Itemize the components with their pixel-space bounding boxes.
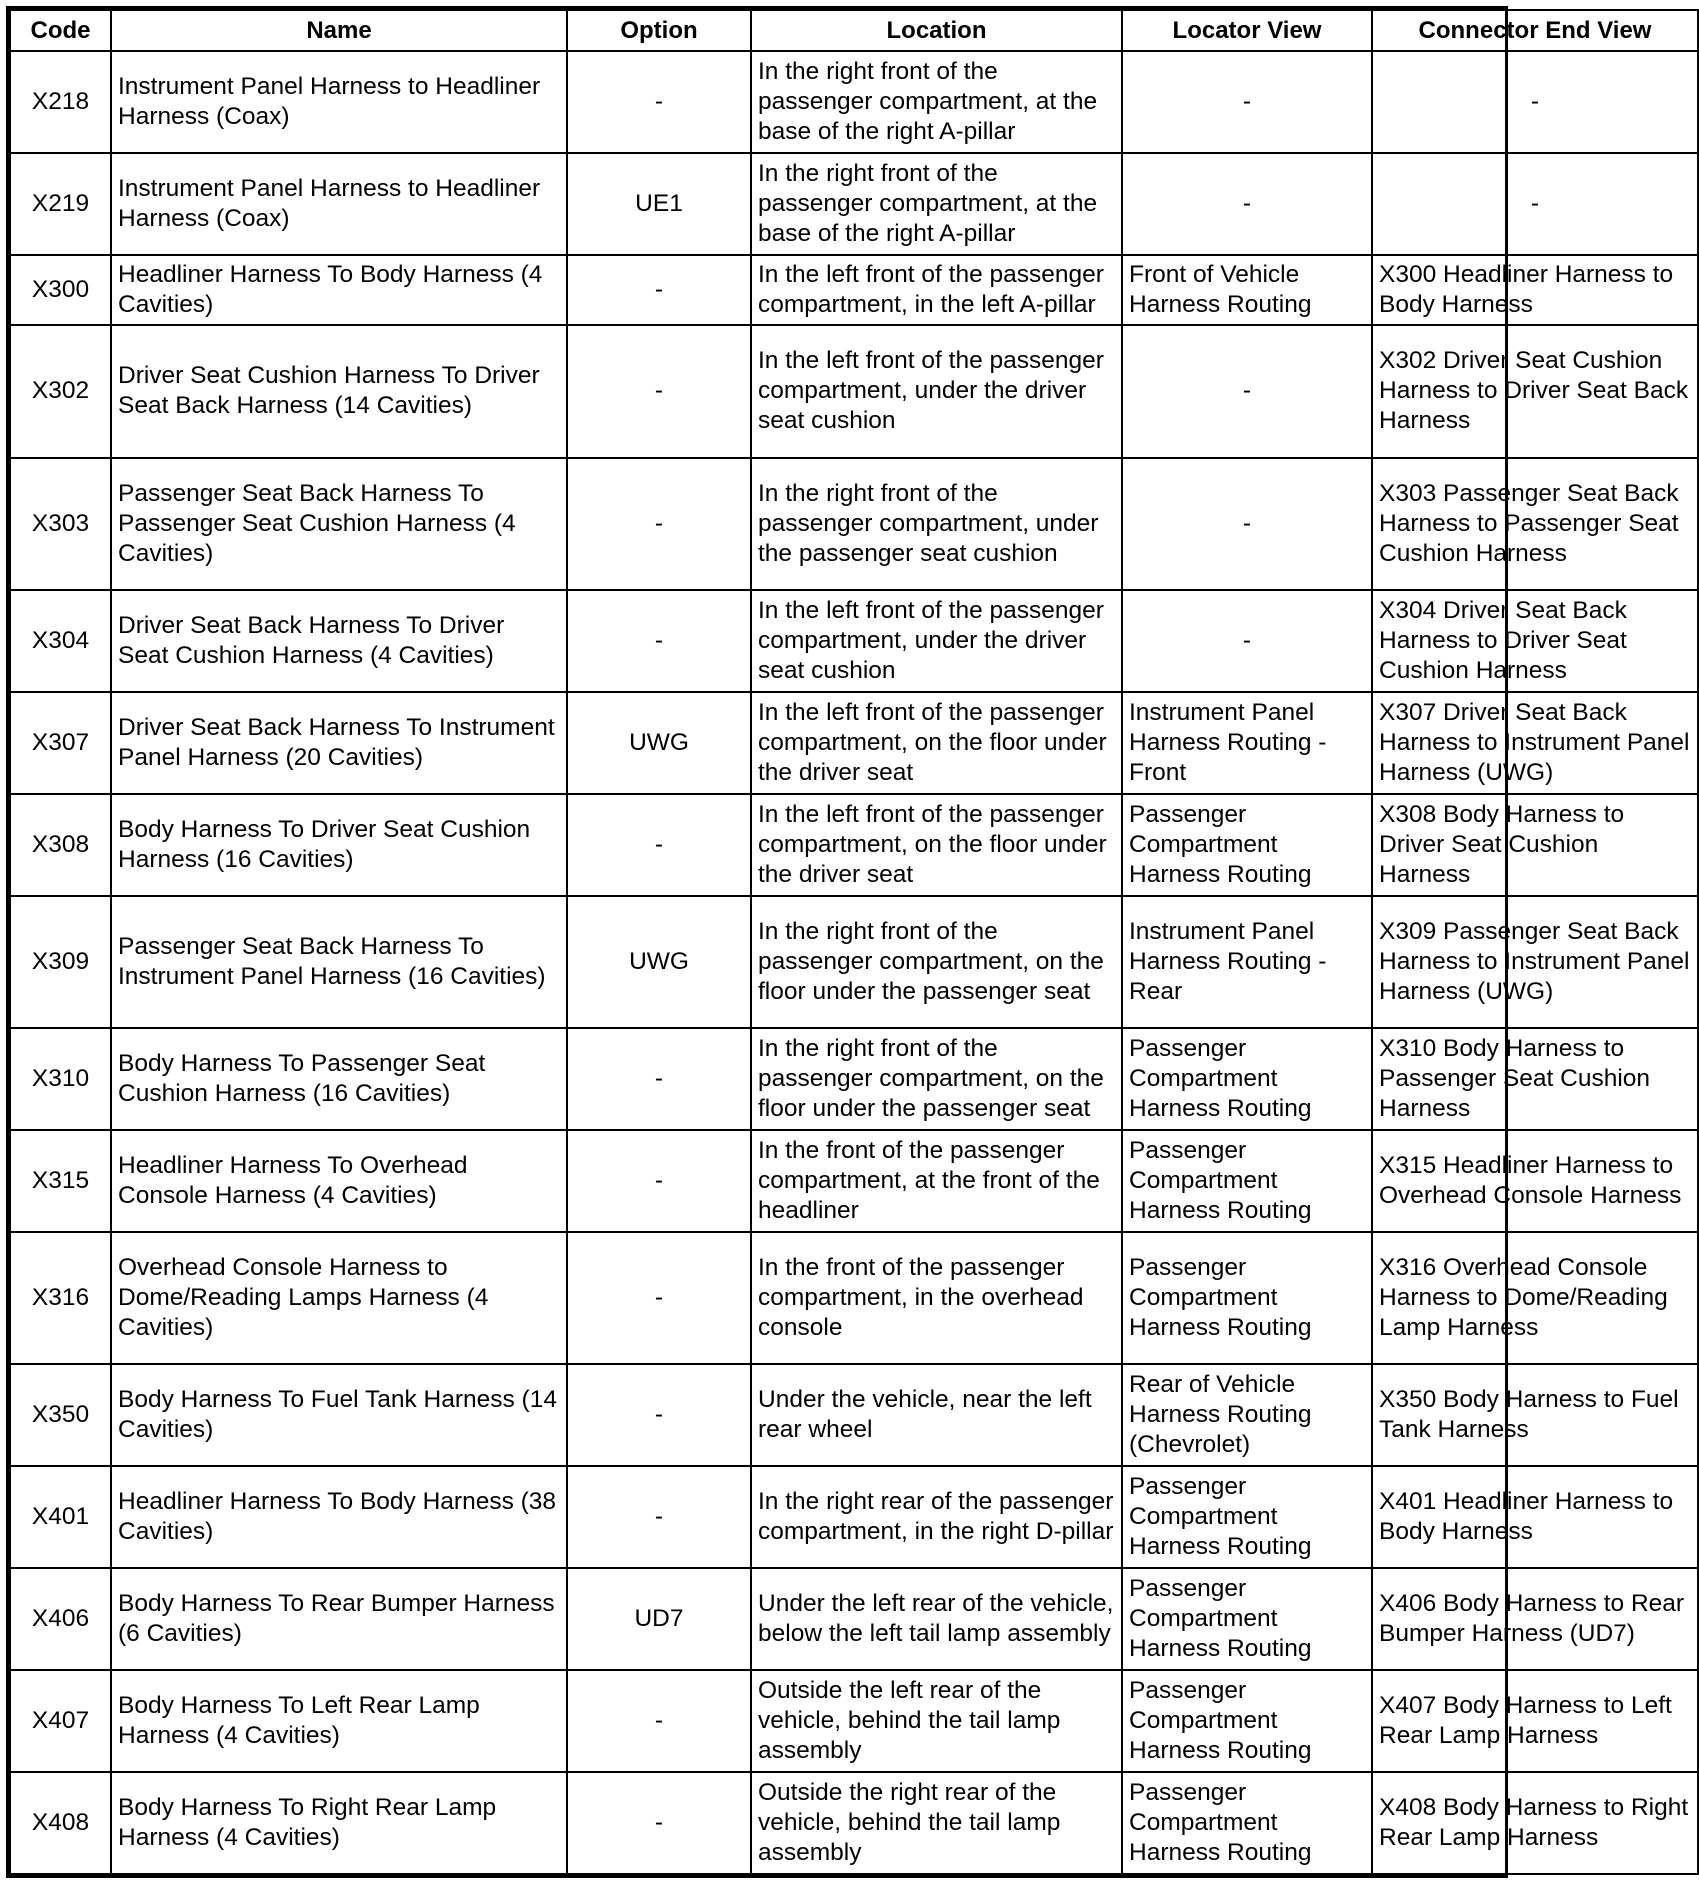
cell-connector-end-view: X401 Headliner Harness to Body Harness xyxy=(1372,1466,1698,1568)
cell-name: Passenger Seat Back Harness To Instrument Panel Harness (16 Cavities) xyxy=(111,896,567,1028)
cell-option: UE1 xyxy=(567,153,751,255)
cell-option: - xyxy=(567,1028,751,1130)
cell-locator-view: Passenger Compartment Harness Routing xyxy=(1122,1670,1372,1772)
cell-code: X407 xyxy=(10,1670,111,1772)
cell-location: In the right front of the passenger compartment, at the base of the right A-pillar xyxy=(751,51,1122,153)
cell-code: X406 xyxy=(10,1568,111,1670)
cell-location: In the left front of the passenger compartment, under the driver seat cushion xyxy=(751,325,1122,457)
cell-code: X308 xyxy=(10,794,111,896)
cell-locator-view: - xyxy=(1122,590,1372,692)
cell-connector-end-view: X304 Driver Seat Back Harness to Driver Seat Cushion Harness xyxy=(1372,590,1698,692)
cell-connector-end-view: X303 Passenger Seat Back Harness to Passenger Seat Cushion Harness xyxy=(1372,458,1698,590)
cell-code: X304 xyxy=(10,590,111,692)
cell-code: X309 xyxy=(10,896,111,1028)
cell-location: In the right front of the passenger compartment, at the base of the right A-pillar xyxy=(751,153,1122,255)
cell-name: Driver Seat Cushion Harness To Driver Seat Back Harness (14 Cavities) xyxy=(111,325,567,457)
cell-location: In the left front of the passenger compartment, in the left A-pillar xyxy=(751,255,1122,325)
cell-locator-view: Instrument Panel Harness Routing - Rear xyxy=(1122,896,1372,1028)
cell-name: Driver Seat Back Harness To Instrument Panel Harness (20 Cavities) xyxy=(111,692,567,794)
cell-connector-end-view: X350 Body Harness to Fuel Tank Harness xyxy=(1372,1364,1698,1466)
cell-connector-end-view: - xyxy=(1372,153,1698,255)
table-row xyxy=(10,1130,1698,1232)
cell-connector-end-view: X309 Passenger Seat Back Harness to Instrument Panel Harness (UWG) xyxy=(1372,896,1698,1028)
cell-locator-view: - xyxy=(1122,458,1372,590)
cell-name: Headliner Harness To Overhead Console Harness (4 Cavities) xyxy=(111,1130,567,1232)
cell-location: In the right front of the passenger compartment, on the floor under the passenger seat xyxy=(751,896,1122,1028)
cell-locator-view: - xyxy=(1122,51,1372,153)
cell-connector-end-view: X310 Body Harness to Passenger Seat Cushion Harness xyxy=(1372,1028,1698,1130)
cell-name: Headliner Harness To Body Harness (38 Cavities) xyxy=(111,1466,567,1568)
cell-option: UWG xyxy=(567,896,751,1028)
cell-option: - xyxy=(567,458,751,590)
table-row xyxy=(10,255,1698,325)
cell-option: - xyxy=(567,1232,751,1364)
cell-name: Body Harness To Left Rear Lamp Harness (4 Cavities) xyxy=(111,1670,567,1772)
header-name: Name xyxy=(111,10,567,51)
cell-connector-end-view: X407 Body Harness to Left Rear Lamp Harness xyxy=(1372,1670,1698,1772)
cell-location: In the left front of the passenger compartment, under the driver seat cushion xyxy=(751,590,1122,692)
cell-locator-view: Passenger Compartment Harness Routing xyxy=(1122,1028,1372,1130)
cell-option: - xyxy=(567,325,751,457)
cell-name: Body Harness To Fuel Tank Harness (14 Cavities) xyxy=(111,1364,567,1466)
cell-location: In the left front of the passenger compartment, on the floor under the driver seat xyxy=(751,692,1122,794)
cell-locator-view: Instrument Panel Harness Routing - Front xyxy=(1122,692,1372,794)
cell-name: Overhead Console Harness to Dome/Reading Lamps Harness (4 Cavities) xyxy=(111,1232,567,1364)
header-location: Location xyxy=(751,10,1122,51)
cell-location: Under the vehicle, near the left rear wheel xyxy=(751,1364,1122,1466)
cell-name: Headliner Harness To Body Harness (4 Cavities) xyxy=(111,255,567,325)
table-row xyxy=(10,458,1698,590)
cell-connector-end-view: X408 Body Harness to Right Rear Lamp Harness xyxy=(1372,1772,1698,1874)
cell-location: In the left front of the passenger compartment, on the floor under the driver seat xyxy=(751,794,1122,896)
cell-location: In the right rear of the passenger compartment, in the right D-pillar xyxy=(751,1466,1122,1568)
cell-location: In the front of the passenger compartment, at the front of the headliner xyxy=(751,1130,1122,1232)
header-code: Code xyxy=(10,10,111,51)
table-row xyxy=(10,1670,1698,1772)
table-row xyxy=(10,1028,1698,1130)
cell-connector-end-view: X406 Body Harness to Rear Bumper Harness (UD7) xyxy=(1372,1568,1698,1670)
cell-name: Body Harness To Rear Bumper Harness (6 Cavities) xyxy=(111,1568,567,1670)
cell-connector-end-view: X315 Headliner Harness to Overhead Console Harness xyxy=(1372,1130,1698,1232)
cell-code: X310 xyxy=(10,1028,111,1130)
cell-code: X315 xyxy=(10,1130,111,1232)
cell-location: Outside the left rear of the vehicle, behind the tail lamp assembly xyxy=(751,1670,1122,1772)
cell-code: X300 xyxy=(10,255,111,325)
cell-option: UD7 xyxy=(567,1568,751,1670)
cell-locator-view: Front of Vehicle Harness Routing xyxy=(1122,255,1372,325)
table-row xyxy=(10,1568,1698,1670)
table-row xyxy=(10,896,1698,1028)
table-row xyxy=(10,1364,1698,1466)
cell-code: X316 xyxy=(10,1232,111,1364)
table-row xyxy=(10,1466,1698,1568)
cell-locator-view: Passenger Compartment Harness Routing xyxy=(1122,1568,1372,1670)
cell-locator-view: Passenger Compartment Harness Routing xyxy=(1122,1130,1372,1232)
cell-option: - xyxy=(567,794,751,896)
cell-code: X219 xyxy=(10,153,111,255)
cell-option: - xyxy=(567,1670,751,1772)
cell-location: Under the left rear of the vehicle, below the left tail lamp assembly xyxy=(751,1568,1122,1670)
table-row xyxy=(10,692,1698,794)
cell-locator-view: Passenger Compartment Harness Routing xyxy=(1122,794,1372,896)
table-row xyxy=(10,794,1698,896)
cell-code: X408 xyxy=(10,1772,111,1874)
cell-option: - xyxy=(567,1364,751,1466)
cell-locator-view: - xyxy=(1122,325,1372,457)
cell-option: - xyxy=(567,1772,751,1874)
cell-locator-view: Passenger Compartment Harness Routing xyxy=(1122,1466,1372,1568)
cell-location: In the right front of the passenger compartment, on the floor under the passenger seat xyxy=(751,1028,1122,1130)
cell-connector-end-view: X302 Driver Seat Cushion Harness to Driver Seat Back Harness xyxy=(1372,325,1698,457)
cell-name: Instrument Panel Harness to Headliner Harness (Coax) xyxy=(111,153,567,255)
cell-location: Outside the right rear of the vehicle, behind the tail lamp assembly xyxy=(751,1772,1122,1874)
table-row xyxy=(10,325,1698,457)
cell-location: In the right front of the passenger compartment, under the passenger seat cushion xyxy=(751,458,1122,590)
cell-locator-view: Rear of Vehicle Harness Routing (Chevrolet) xyxy=(1122,1364,1372,1466)
header-row xyxy=(10,10,1698,51)
table-row xyxy=(10,1232,1698,1364)
cell-option: - xyxy=(567,1130,751,1232)
cell-code: X401 xyxy=(10,1466,111,1568)
table-row xyxy=(10,153,1698,255)
cell-connector-end-view: X300 Headliner Harness to Body Harness xyxy=(1372,255,1698,325)
cell-code: X307 xyxy=(10,692,111,794)
cell-option: - xyxy=(567,590,751,692)
cell-locator-view: Passenger Compartment Harness Routing xyxy=(1122,1232,1372,1364)
cell-connector-end-view: X316 Overhead Console Harness to Dome/Reading Lamp Harness xyxy=(1372,1232,1698,1364)
cell-name: Body Harness To Passenger Seat Cushion Harness (16 Cavities) xyxy=(111,1028,567,1130)
header-locator-view: Locator View xyxy=(1122,10,1372,51)
cell-option: - xyxy=(567,51,751,153)
header-option: Option xyxy=(567,10,751,51)
cell-connector-end-view: X307 Driver Seat Back Harness to Instrument Panel Harness (UWG) xyxy=(1372,692,1698,794)
cell-code: X350 xyxy=(10,1364,111,1466)
cell-code: X303 xyxy=(10,458,111,590)
cell-name: Driver Seat Back Harness To Driver Seat Cushion Harness (4 Cavities) xyxy=(111,590,567,692)
table-row xyxy=(10,1772,1698,1874)
connector-table-sheet xyxy=(6,6,1690,1878)
cell-option: - xyxy=(567,255,751,325)
cell-connector-end-view: - xyxy=(1372,51,1698,153)
cell-locator-view: - xyxy=(1122,153,1372,255)
cell-name: Instrument Panel Harness to Headliner Harness (Coax) xyxy=(111,51,567,153)
cell-option: UWG xyxy=(567,692,751,794)
cell-name: Body Harness To Right Rear Lamp Harness (4 Cavities) xyxy=(111,1772,567,1874)
cell-locator-view: Passenger Compartment Harness Routing xyxy=(1122,1772,1372,1874)
header-connector-end-view: Connector End View xyxy=(1372,10,1698,51)
cell-connector-end-view: X308 Body Harness to Driver Seat Cushion Harness xyxy=(1372,794,1698,896)
cell-option: - xyxy=(567,1466,751,1568)
table-row xyxy=(10,51,1698,153)
cell-name: Passenger Seat Back Harness To Passenger Seat Cushion Harness (4 Cavities) xyxy=(111,458,567,590)
cell-location: In the front of the passenger compartment, in the overhead console xyxy=(751,1232,1122,1364)
table-row xyxy=(10,590,1698,692)
connector-table xyxy=(9,9,1699,1875)
cell-code: X218 xyxy=(10,51,111,153)
cell-name: Body Harness To Driver Seat Cushion Harness (16 Cavities) xyxy=(111,794,567,896)
cell-code: X302 xyxy=(10,325,111,457)
